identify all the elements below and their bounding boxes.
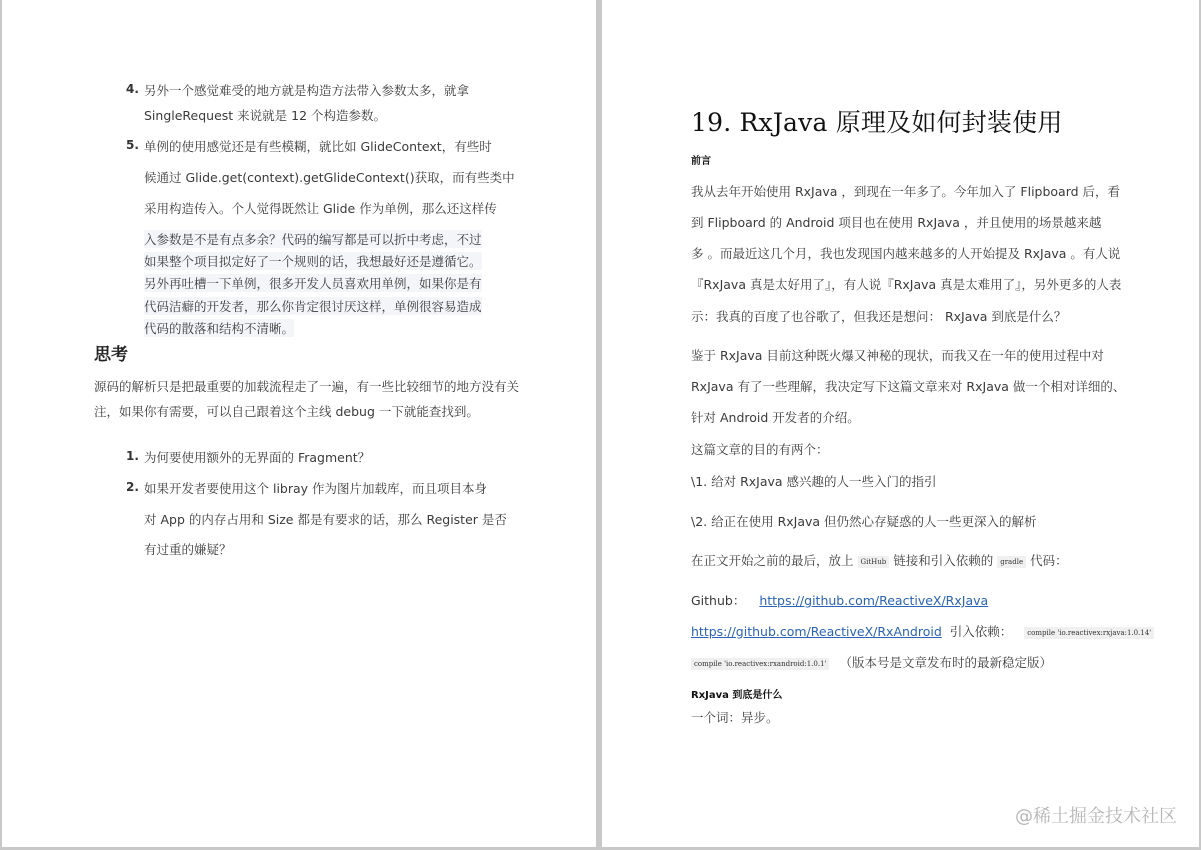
question-1-text: 为何要使用额外的无界面的 Fragment？ [144, 450, 371, 465]
watermark: @稀土掘金技术社区 [1015, 806, 1177, 827]
goal-2: \2. 给正在使用 RxJava 但仍然心存疑惑的人一些更深入的解析 [691, 514, 1037, 529]
para1-line-3: 多 。而最近这几个月，我也发现国内越来越多的人开始提及 RxJava 。有人说 [691, 246, 1121, 261]
list-number-4: 4. [126, 82, 139, 96]
para2-line-2: RxJava 有了一些理解，我决定写下这篇文章来对 RxJava 做一个相对详细的、 [691, 379, 1126, 394]
question-2-line-3: 有过重的嫌疑？ [144, 542, 232, 557]
para1-line-1: 我从去年开始使用 RxJava ，到现在一年多了。今年加入了 Flipboard 后，看 [691, 184, 1121, 199]
para2-line-3: 针对 Android 开发者的介绍。 [691, 410, 860, 425]
para1-line-4: 『RxJava 真是太好用了』，有人说『RxJava 真是太难用了』，另外更多的人表 [691, 277, 1122, 292]
github-chip: GitHub [858, 556, 890, 568]
question-2-line-1: 如果开发者要使用这个 libray 作为图片加载库，而且项目本身 [144, 481, 488, 496]
github-line [691, 591, 988, 609]
item5-line-1: 单例的使用感觉还是有些模糊，就比如 GlideContext，有些时 [144, 139, 492, 154]
github-label: Github： [691, 593, 746, 608]
para1-line-5: 示：我真的百度了也谷歌了，但我还是想问： RxJava 到底是什么？ [691, 309, 1067, 324]
item4-line-2: SingleRequest 来说就是 12 个构造参数。 [144, 108, 387, 123]
goal-1: \1. 给对 RxJava 感兴趣的人一些入门的指引 [691, 474, 937, 489]
section-heading: 思考 [94, 345, 128, 365]
rxjava-link[interactable]: https://github.com/ReactiveX/RxJava [759, 593, 989, 608]
purpose-line: 这篇文章的目的有两个： [691, 442, 829, 457]
item5-line-5: 如果整个项目拟定好了一个规则的话，我想最好还是遵循它。 [144, 254, 482, 269]
answer-line: 一个词：异步。 [691, 710, 779, 725]
item5-line-4: 入参数是不是有点多余？代码的编写都是可以折中考虑，不过 [144, 232, 482, 247]
dependency-label: 引入依赖： [949, 624, 1013, 639]
rxjava-dependency-chip: compile 'io.reactivex:rxjava:1.0.14' [1024, 627, 1154, 639]
item5-line-6: 另外再吐槽一下单例，很多开发人员喜欢用单例，如果你是有 [144, 276, 482, 291]
item5-line-3: 采用构造传入。个人觉得既然让 Glide 作为单例，那么还这样传 [144, 201, 497, 216]
intro-line-2: 注，如果你有需要，可以自己跟着这个主线 debug 一下就能查找到。 [94, 404, 479, 419]
item5-line-2: 候通过 Glide.get(context).getGlideContext()获取，而有些类中 [144, 170, 515, 185]
item5-line-7: 代码洁癖的开发者，那么你肯定很讨厌这样，单例很容易造成 [144, 299, 482, 314]
item4-line-1: 另外一个感觉难受的地方就是构造方法带入参数太多，就拿 [144, 83, 470, 98]
gradle-chip: gradle [997, 556, 1026, 568]
prelude-line [691, 551, 1068, 569]
rxandroid-link[interactable]: https://github.com/ReactiveX/RxAndroid [691, 624, 942, 639]
rxandroid-dependency-chip: compile 'io.reactivex:rxandroid:1.0.1' [691, 658, 829, 670]
right-page [602, 0, 1199, 847]
question-2-line-2: 对 App 的内存占用和 Size 都是有要求的话，那么 Register 是否 [144, 512, 507, 527]
question-number-2: 2. [126, 480, 139, 494]
list-number-5: 5. [126, 138, 139, 152]
prelude-before: 在正文开始之前的最后，放上 [691, 553, 854, 568]
item5-line-8: 代码的散落和结构不清晰。 [144, 321, 295, 336]
version-note: （版本号是文章发布时的最新稳定版） [839, 655, 1052, 670]
version-line [691, 653, 1052, 671]
prelude-middle: 链接和引入依赖的 [893, 553, 994, 568]
left-page [2, 0, 596, 847]
article-title: 19. RxJava 原理及如何封装使用 [691, 108, 1063, 137]
question-number-1: 1. [126, 449, 139, 463]
prelude-after: 代码： [1030, 553, 1068, 568]
rxandroid-line [691, 622, 1154, 640]
para2-line-1: 鉴于 RxJava 目前这种既火爆又神秘的现状，而我又在一年的使用过程中对 [691, 348, 1104, 363]
intro-line-1: 源码的解析只是把最重要的加载流程走了一遍，有一些比较细节的地方没有关 [94, 379, 520, 394]
subheading: RxJava 到底是什么 [691, 690, 783, 701]
preface-label: 前言 [691, 156, 711, 167]
para1-line-2: 到 Flipboard 的 Android 项目也在使用 RxJava ，并且使用的场景越来越 [691, 215, 1102, 230]
